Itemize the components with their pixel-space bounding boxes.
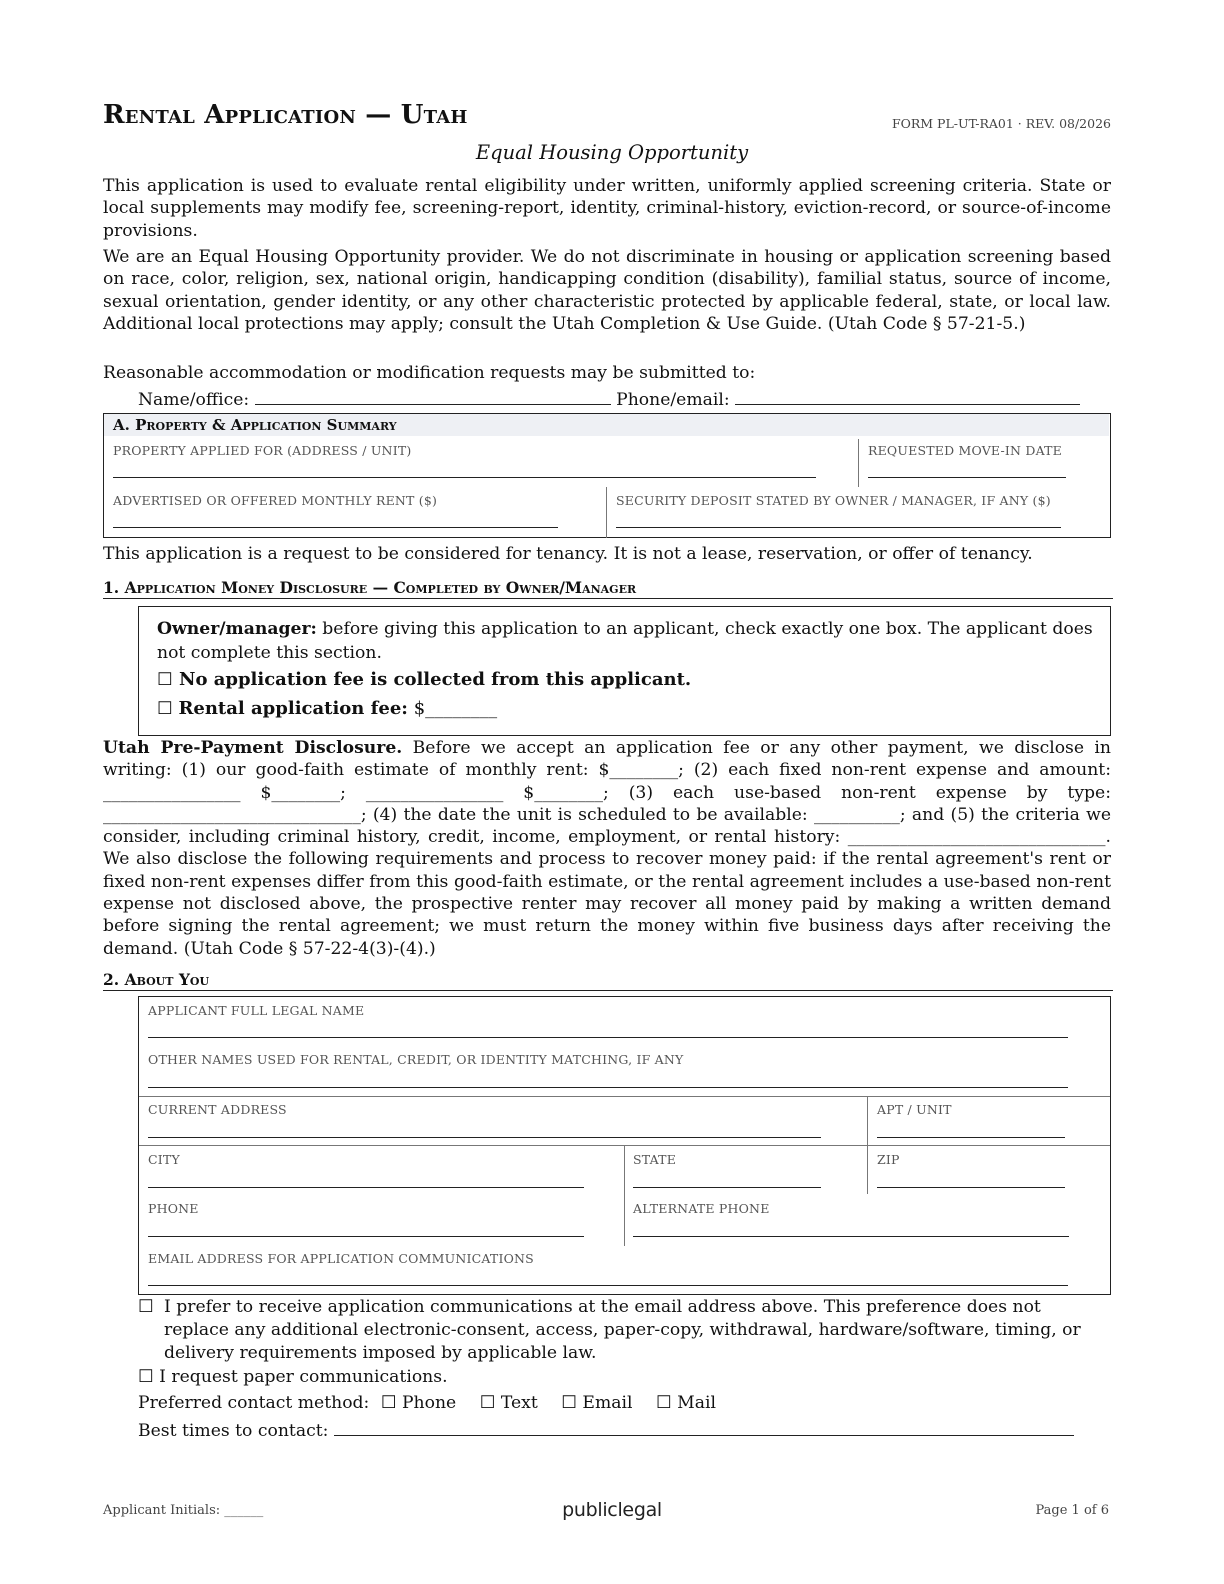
- email-pref-checkbox[interactable]: ☐: [138, 1297, 154, 1317]
- best-times-row: [138, 1419, 1074, 1441]
- apt-field[interactable]: [877, 1137, 1065, 1138]
- owner-instructions: Owner/manager: before giving this application to an applicant, check exactly one box. The applicant does not complete this section.: [157, 619, 1093, 663]
- best-times-label: Best times to contact:: [138, 1421, 329, 1441]
- alt-phone-field[interactable]: [633, 1236, 1069, 1237]
- name-office-label: Name/office:: [138, 390, 250, 410]
- subtitle: Equal Housing Opportunity: [475, 141, 749, 164]
- property-field[interactable]: [113, 477, 816, 478]
- fee-checkbox[interactable]: ☐: [157, 699, 173, 719]
- paper-preference: ☐ I request paper communications.: [138, 1367, 448, 1387]
- applicant-initials: Applicant Initials: ______: [103, 1503, 264, 1518]
- best-times-field[interactable]: [334, 1419, 1074, 1436]
- deposit-field[interactable]: [616, 527, 1061, 528]
- other-names-field[interactable]: [148, 1087, 1068, 1088]
- property-label: PROPERTY APPLIED FOR (ADDRESS / UNIT): [113, 443, 412, 458]
- email-preference: [138, 1296, 1098, 1365]
- prepayment-disclosure: Utah Pre-Payment Disclosure. Before we accept an application fee or any other payment, we disclose in writing: (1) our good-faith estimate of monthly rent: $________; (2) each fixed non-rent expense and amount: ________________ $________; ________________ $________; (3) each use-based non-rent expense by type: ______________________________; (4) the date the unit is scheduled to be available: __________; and (5) the criteria we consider, including criminal history, credit, income, employment, or rental history: ______________________________. We also disclose the following requirements and process to recover money paid: if the rental agreement's rent or fixed non-rent expenses differ from this good-faith estimate, or the rental agreement includes a use-based non-rent expense not disclosed above, the prospective renter may recover all money paid by making a written demand before signing the rental agreement; we must return the money within five business days after receiving the demand. (Utah Code § 57-22-4(3)-(4).): [103, 738, 1112, 959]
- other-names-label: OTHER NAMES USED FOR RENTAL, CREDIT, OR IDENTITY MATCHING, IF ANY: [148, 1052, 684, 1067]
- move-in-label: REQUESTED MOVE-IN DATE: [868, 443, 1062, 458]
- intro-paragraph-1: This application is used to evaluate rental eligibility under written, uniformly applied screening criteria. State or local supplements may modify fee, screening-report, identity, criminal-history, eviction-record, or source-of-income provisions.: [103, 176, 1111, 241]
- contact-option-phone[interactable]: ☐ Phone: [380, 1393, 457, 1413]
- form-id: FORM PL-UT-RA01 · REV. 08/2026: [891, 116, 1111, 131]
- name-office-field[interactable]: [255, 388, 611, 405]
- deposit-label: SECURITY DEPOSIT STATED BY OWNER / MANAGER, IF ANY ($): [616, 493, 1051, 508]
- apt-label: APT / UNIT: [877, 1102, 952, 1117]
- email-field[interactable]: [148, 1285, 1068, 1286]
- owner-manager-box: [138, 606, 1111, 736]
- contact-option-text[interactable]: ☐ Text: [479, 1393, 538, 1413]
- section-a-heading: A. Property & Application Summary: [113, 416, 397, 434]
- address-field[interactable]: [148, 1137, 821, 1138]
- contact-method-label: Preferred contact method:: [138, 1393, 370, 1413]
- state-label: STATE: [633, 1152, 677, 1167]
- publiclegal-logo: publiclegal: [562, 1499, 662, 1521]
- contact-option-mail[interactable]: ☐ Mail: [655, 1393, 716, 1413]
- no-fee-option: ☐ No application fee is collected from this applicant.: [157, 669, 692, 690]
- city-field[interactable]: [148, 1187, 584, 1188]
- full-name-label: APPLICANT FULL LEGAL NAME: [148, 1003, 365, 1018]
- contact-option-email[interactable]: ☐ Email: [561, 1393, 633, 1413]
- phone-email-field[interactable]: [735, 388, 1080, 405]
- address-label: CURRENT ADDRESS: [148, 1102, 287, 1117]
- alt-phone-label: ALTERNATE PHONE: [633, 1201, 770, 1216]
- phone-email-label: Phone/email:: [616, 390, 730, 410]
- move-in-field[interactable]: [868, 477, 1066, 478]
- email-pref-text: I prefer to receive application communications at the email address above. This preference does not replace any additional electronic-consent, access, paper-copy, withdrawal, hardware/software, timing, or delivery requirements imposed by applicable law.: [164, 1297, 1081, 1363]
- page-number: Page 1 of 6: [1035, 1503, 1109, 1518]
- fee-option: ☐ Rental application fee: $________: [157, 698, 498, 719]
- rent-field[interactable]: [113, 527, 558, 528]
- intro-paragraph-2: We are an Equal Housing Opportunity provider. We do not discriminate in housing or application screening based on race, color, religion, sex, national origin, handicapping condition (disability), familial status, source of income, sexual orientation, gender identity, or any other characteristic protected by applicable federal, state, or local law. Additional local protections may apply; consult the Utah Completion & Use Guide. (Utah Code § 57-21-5.): [103, 247, 1111, 334]
- page-title: Rental Application — Utah: [103, 100, 468, 130]
- city-label: CITY: [148, 1152, 180, 1167]
- fee-amount-field[interactable]: $________: [413, 698, 498, 719]
- rent-label: ADVERTISED OR OFFERED MONTHLY RENT ($): [113, 493, 438, 508]
- phone-field[interactable]: [148, 1236, 584, 1237]
- intro-paragraph-3: Reasonable accommodation or modification requests may be submitted to:: [103, 363, 756, 383]
- tenancy-notice: This application is a request to be considered for tenancy. It is not a lease, reservation, or offer of tenancy.: [103, 544, 1033, 564]
- full-name-field[interactable]: [148, 1037, 1068, 1038]
- section-1-heading: 1. Application Money Disclosure — Completed by Owner/Manager: [103, 578, 1113, 599]
- contact-method-row: [138, 1393, 716, 1413]
- section-2-heading: 2. About You: [103, 970, 1113, 991]
- about-you-box: [138, 996, 1111, 1295]
- zip-field[interactable]: [877, 1187, 1065, 1188]
- accommodation-contact-row: [138, 388, 1080, 410]
- paper-pref-checkbox[interactable]: ☐: [138, 1367, 154, 1387]
- phone-label: PHONE: [148, 1201, 199, 1216]
- state-field[interactable]: [633, 1187, 821, 1188]
- zip-label: ZIP: [877, 1152, 900, 1167]
- no-fee-checkbox[interactable]: ☐: [157, 670, 173, 690]
- email-label: EMAIL ADDRESS FOR APPLICATION COMMUNICATIONS: [148, 1251, 534, 1266]
- section-a-box: [103, 413, 1111, 538]
